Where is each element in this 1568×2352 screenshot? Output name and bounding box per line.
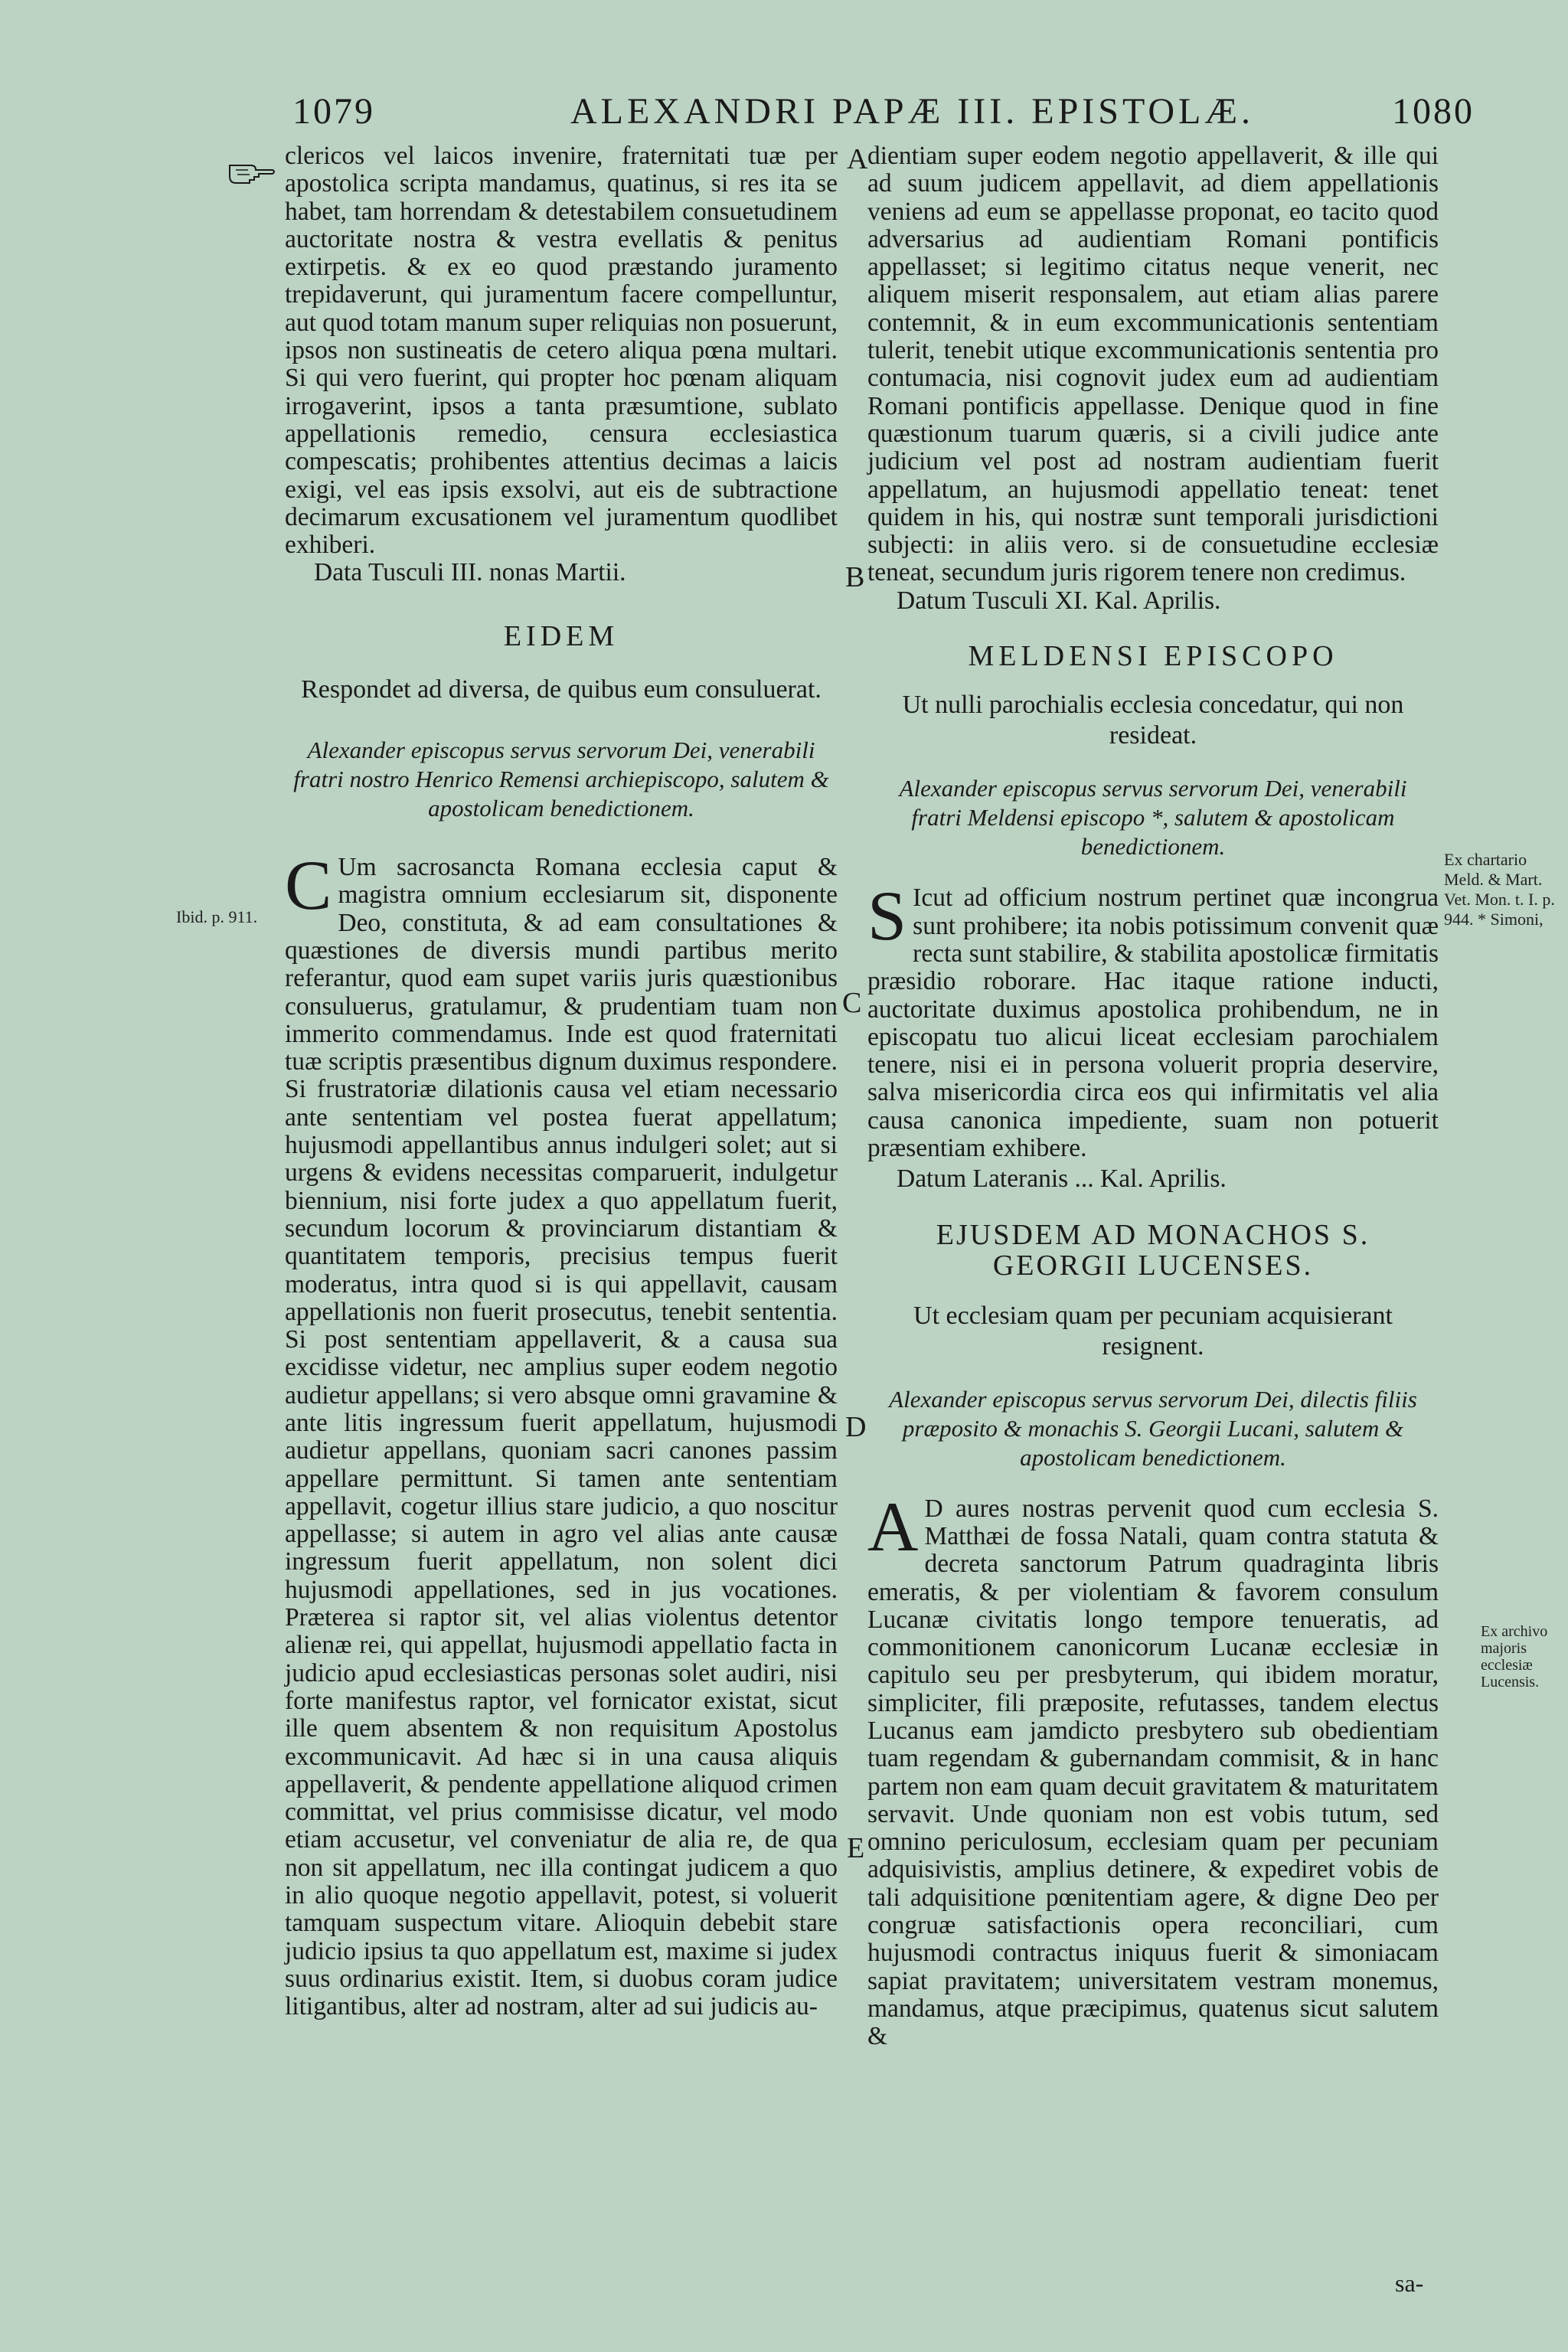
margin-note-source-meld: Ex chartario Meld. & Mart. Vet. Mon. t. I. p. 944. * Simoni, [1444, 850, 1555, 929]
section-summary: Ut ecclesiam quam per pecuniam acquisierant resignent. [913, 1301, 1393, 1361]
running-title: ALEXANDRI PAPÆ III. EPISTOLÆ. [570, 91, 1255, 132]
letter-body [285, 846, 838, 2021]
page-number-left: 1079 [292, 91, 375, 132]
letter-body [867, 1487, 1439, 2051]
letter-date: Datum Tusculi XI. Kal. Aprilis. [897, 586, 1221, 615]
letter-date: Datum Lateranis ... Kal. Aprilis. [897, 1165, 1227, 1194]
salutation: Alexander episcopus servus servorum Dei, venerabili fratri Meldensi episcopo *, salutem & apostolicam benedictionem. [899, 775, 1407, 861]
letter-date: Data Tusculi III. nonas Martii. [314, 558, 626, 587]
section-heading-lucenses: EJUSDEM AD MONACHOS S. GEORGII LUCENSES. [936, 1218, 1370, 1282]
pointing-hand-icon [228, 158, 277, 185]
left-column [285, 142, 838, 2021]
margin-note-source-lucca: Ex archivo majoris ecclesiæ Lucensis. [1481, 1623, 1548, 1690]
salutation: Alexander episcopus servus servorum Dei, dilectis filiis præposito & monachis S. Georgii Lucani, salutem & apostolicam benedictionem. [889, 1385, 1417, 1471]
letter-continuation: dientiam super eodem negotio appellaverit, & ille qui ad suum judicem appellavit, ad diem appellationis veniens ad eum se appellasse proponat, eo tacito quod adversarius ad audientiam Romani pontificis appellasset; si legitimo citatus neque venerit, nec aliquem miserit responsalem, aut etiam alias parere contemnit, & in eum excommunicationis sententiam tulerit, tenebit utique excommunicationis sententia pro contumacia, nisi cognovit judex eum ad audientiam Romani pontificis appellasse. Denique quod in fine quæstionum tuarum quæris, si a civili judice ante judicium vel post ad nostram audientiam fuerit appellatum, an hujusmodi appellatio teneat: tenet quidem in his, qui nostræ sunt temporali jurisdictioni subjecti: in aliis vero. si de consuetudine ecclesiæ teneat, secundum juris rigorem tenere non credimus. [867, 142, 1439, 587]
section-letter-e: E [847, 1832, 865, 1864]
letter-text: D aures nostras pervenit quod cum ecclesia S. Matthæi de fossa Natali, quam contra statuta & decreta sanctorum Patrum quadraginta libris emeratis, & per violentiam & favorem consulum Lucanæ civitatis longo tempore tenueratis, ad commonitionem canonicorum Lucanæ ecclesiæ in capitulo seu per presbyterum, qui ibidem moratur, simpliciter, fili præposite, refutasses, tandem electus Lucanus eam jamdicto presbytero sub obedientiam tuam regendam & gubernandam commisit, & in hanc partem non eam quam decuit gravitatem & maturitatem servavit. Unde quoniam non est vobis tutum, sed omnino periculosum, ecclesiam quam per pecuniam adquisivistis, amplius detinere, & expediret vobis de tali adquisitione pœnitentiam agere, & digne Deo per congruæ satisfactionis opera reconciliari, cum hujusmodi contractus iniquus fuerit & simoniacam sapiat pravitatem; universitatem vestram monemus, mandamus, atque præcipimus, quatenus sicut salutem & [867, 1494, 1439, 2051]
section-heading-meldensi: MELDENSI EPISCOPO [968, 640, 1338, 673]
letter-body [867, 877, 1439, 1163]
drop-cap: A [867, 1487, 919, 1566]
section-letter-d: D [845, 1411, 867, 1443]
section-summary: Ut nulli parochialis ecclesia concedatur, qui non resideat. [902, 691, 1404, 750]
section-letter-a: A [847, 143, 868, 175]
section-heading-eidem: EIDEM [503, 619, 619, 652]
drop-cap: C [285, 846, 332, 925]
section-letter-c: C [842, 987, 862, 1019]
letter-continuation: clericos vel laicos invenire, fraternitati tuæ per apostolica scripta mandamus, quatinus, si res ita se habet, tam horrendam & detestabilem consuetudinem auctoritate nostra & vestra evellatis & penitus extirpetis. & ex eo quod præstando juramento trepidaverunt, qui juramentum facere compelluntur, aut quod totam manum super reliquias non posuerunt, ipsos non sustineatis de cetero aliqua pœna multari. Si qui vero fuerint, qui propter hoc pœnam aliquam irrogaverint, ipsos a tanta præsumtione, sublato appellationis remedio, censura ecclesiastica compescatis; prohibentes attentius decimas a laicis exigi, vel eas ipsis exsolvi, aut eis de subtractione decimarum excusationem vel juramentum quodlibet exhiberi. [285, 142, 838, 560]
section-summary: Respondet ad diversa, de quibus eum consuluerat. [301, 675, 822, 704]
salutation: Alexander episcopus servus servorum Dei, venerabili fratri nostro Henrico Remensi archiepiscopo, salutem & apostolicam benedictionem. [293, 737, 829, 822]
section-letter-b: B [845, 561, 865, 593]
drop-cap: S [867, 877, 907, 956]
right-column [867, 142, 1439, 2051]
page-number-right: 1080 [1392, 91, 1475, 132]
letter-text: Um sacrosancta Romana ecclesia caput & magistra omnium ecclesiarum sit, disponente Deo, constituta, & ad eam consultationes & quæstiones de diversis mundi partibus merito referantur, quod eam supet variis juris quæstionibus consuluerus, gratulamur, & prudentiam tuam non immerito commendamus. Inde est quod fraternitati tuæ scriptis præsentibus dignum duximus respondere. Si frustratoriæ dilationis causa vel etiam necessario ante sententiam vel postea fuerat appellatum; hujusmodi appellantibus annus indulgeri solet; aut si urgens & evidens necessitas comparuerit, indulgetur biennium, nisi forte judex a quo appellatum fuerit, secundum locorum & provinciarum distantiam & quantitatem temporis, precisius tempus fuerit moderatus, intra quod si is qui appellavit, causam appellationis non fuerit prosecutus, tenebit sententia. Si post sententiam appellaverit, & a causa sua excidisse videtur, nec amplius super eodem negotio audietur appellans; si vero absque omni gravamine & ante litis ingressum fuerit appellatum, hujusmodi audietur appellans, quoniam sacri canones passim appellare permittunt. Si tamen ante sententiam appellavit, cogetur illius stare judicio, a quo noscitur appellasse; si autem in agro vel alias ante causæ ingressum fuerit appellatum, non solent dici hujusmodi appellationes, sed in jus vocationes. Præterea si raptor sit, vel alias violentus detentor alienæ rei, qui appellat, hujusmodi appellatio facta in judicio apud ecclesiasticas personas solet audiri, nisi forte manifestus raptor, vel fornicator existat, sicut ille quem absentem & non requisitum Apostolus excommunicavit. Ad hæc si in una causa aliquis appellaverit, & pendente appellatione aliquod crimen committat, vel prius commisisse dicatur, vel modo etiam accusetur, vel conveniatur de alia re, de qua non sit appellatum, nec illa contingat judicem a quo in alio quoque negotio appellavit, potest, si voluerit tamquam suspectum vitare. Alioquin debebit stare judicio ipsius ta quo appellatum est, maxime si judex suus ordinarius existit. Item, si duobus coram judice litigantibus, alter ad nostram, alter ad sui judicis au- [285, 853, 838, 2021]
catchword: sa- [1395, 2269, 1424, 2297]
margin-note-ibid: Ibid. p. 911. [176, 907, 258, 926]
letter-text: Icut ad officium nostrum pertinet quæ incongrua sunt prohibere; ita nobis potissimum convenit quæ recta sunt stabilire, & stabilita apostolicæ firmitatis præsidio roborare. Hac itaque ratione inducti, auctoritate duximus apostolica prohibendum, ne in episcopatu tuo alicui liceat ecclesiam parochialem tenere, nisi ei in persona voluerit propria deservire, salva misericordia circa eos qui infirmitatis vel alia causa canonica impediente, suam non potuerit præsentiam exhibere. [867, 884, 1439, 1163]
